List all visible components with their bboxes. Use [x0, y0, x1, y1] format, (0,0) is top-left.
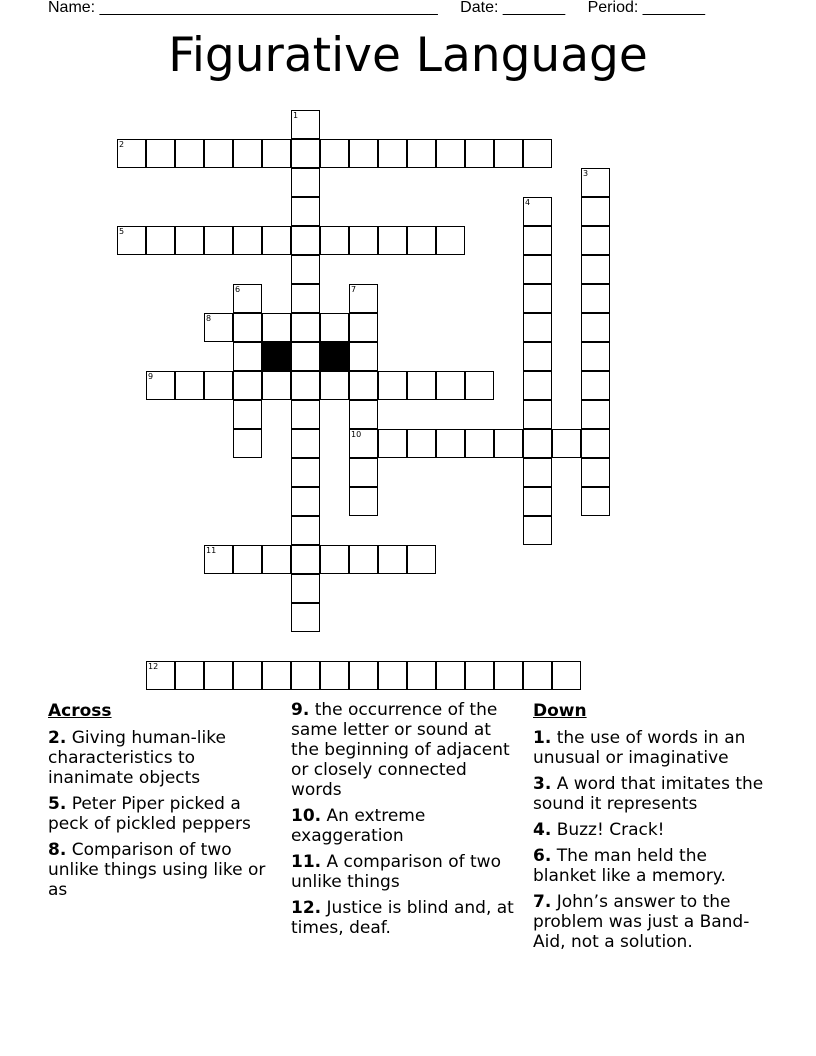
clue-number: 3: [583, 169, 589, 178]
grid-cell[interactable]: [291, 400, 320, 429]
grid-cell[interactable]: [523, 139, 552, 168]
grid-cell[interactable]: [233, 313, 262, 342]
grid-cell[interactable]: [204, 226, 233, 255]
grid-cell[interactable]: [262, 545, 291, 574]
grid-cell[interactable]: [204, 313, 233, 342]
date-field[interactable]: Date: _______: [460, 0, 566, 16]
grid-cell[interactable]: [581, 168, 610, 197]
grid-cell[interactable]: [320, 313, 349, 342]
page-title: Figurative Language: [168, 28, 648, 83]
grid-cell[interactable]: [233, 371, 262, 400]
grid-cell[interactable]: [407, 545, 436, 574]
grid-cell[interactable]: [320, 139, 349, 168]
black-cell: [320, 342, 349, 371]
grid-cell[interactable]: [581, 284, 610, 313]
clue-across-2: 2. Giving human-like characteristics to inanimate objects: [48, 728, 226, 788]
grid-cell[interactable]: [291, 342, 320, 371]
grid-cell[interactable]: [291, 110, 320, 139]
grid-cell[interactable]: [523, 487, 552, 516]
clue-number: 6: [235, 285, 241, 294]
grid-cell[interactable]: [349, 545, 378, 574]
clue-down-3: 3. A word that imitates the sound it represents: [533, 774, 764, 814]
grid-cell[interactable]: [407, 429, 436, 458]
grid-cell[interactable]: [523, 284, 552, 313]
grid-cell[interactable]: [407, 371, 436, 400]
grid-cell[interactable]: [581, 255, 610, 284]
grid-cell[interactable]: [465, 661, 494, 690]
grid-cell[interactable]: [581, 400, 610, 429]
clue-down-4: 4. Buzz! Crack!: [533, 820, 665, 840]
clue-across-12: 12. Justice is blind and, at times, deaf.: [291, 898, 514, 938]
grid-cell[interactable]: [552, 661, 581, 690]
grid-cell[interactable]: [349, 371, 378, 400]
grid-cell[interactable]: [436, 429, 465, 458]
grid-cell[interactable]: [291, 487, 320, 516]
grid-cell[interactable]: [407, 226, 436, 255]
grid-cell[interactable]: [204, 139, 233, 168]
period-field[interactable]: Period: _______: [587, 0, 706, 16]
grid-cell[interactable]: [291, 197, 320, 226]
grid-cell[interactable]: [523, 313, 552, 342]
grid-cell[interactable]: [175, 139, 204, 168]
clue-across-5: 5. Peter Piper picked a peck of pickled peppers: [48, 794, 251, 834]
clue-across-10: 10. An extreme exaggeration: [291, 806, 426, 846]
grid-cell[interactable]: [320, 226, 349, 255]
grid-cell[interactable]: [436, 371, 465, 400]
clue-across-11: 11. A comparison of two unlike things: [291, 852, 501, 892]
grid-cell[interactable]: [233, 429, 262, 458]
clue-number: 4: [525, 198, 531, 207]
grid-cell[interactable]: [349, 458, 378, 487]
grid-cell[interactable]: [581, 371, 610, 400]
grid-cell[interactable]: [117, 139, 146, 168]
grid-cell[interactable]: [204, 545, 233, 574]
grid-cell[interactable]: [552, 429, 581, 458]
grid-cell[interactable]: [523, 429, 552, 458]
grid-cell[interactable]: [233, 400, 262, 429]
grid-cell[interactable]: [465, 139, 494, 168]
grid-cell[interactable]: [291, 516, 320, 545]
grid-cell[interactable]: [233, 661, 262, 690]
grid-cell[interactable]: [262, 226, 291, 255]
grid-cell[interactable]: [378, 429, 407, 458]
clue-number: 10: [351, 430, 362, 439]
grid-cell[interactable]: [262, 313, 291, 342]
grid-cell[interactable]: [349, 342, 378, 371]
grid-cell[interactable]: [523, 458, 552, 487]
grid-cell[interactable]: [378, 139, 407, 168]
grid-cell[interactable]: [407, 139, 436, 168]
grid-cell[interactable]: [349, 284, 378, 313]
grid-cell[interactable]: [581, 487, 610, 516]
grid-cell[interactable]: [378, 371, 407, 400]
grid-cell[interactable]: [523, 342, 552, 371]
grid-cell[interactable]: [320, 545, 349, 574]
grid-cell[interactable]: [233, 342, 262, 371]
clue-down-7: 7. John’s answer to the problem was just a Band-Aid, not a solution.: [533, 892, 750, 952]
clue-number: 8: [206, 314, 212, 323]
grid-cell[interactable]: [291, 458, 320, 487]
grid-cell[interactable]: [465, 371, 494, 400]
grid-cell[interactable]: [291, 284, 320, 313]
grid-cell[interactable]: [233, 545, 262, 574]
grid-cell[interactable]: [291, 603, 320, 632]
grid-cell[interactable]: [233, 139, 262, 168]
clue-number: 1: [293, 111, 299, 120]
clue-number: 12: [148, 662, 159, 671]
grid-cell[interactable]: [233, 284, 262, 313]
grid-cell[interactable]: [523, 226, 552, 255]
grid-cell[interactable]: [349, 661, 378, 690]
down-clues-column: [533, 700, 773, 958]
grid-cell[interactable]: [291, 255, 320, 284]
grid-cell[interactable]: [146, 661, 175, 690]
grid-cell[interactable]: [523, 371, 552, 400]
grid-cell[interactable]: [523, 255, 552, 284]
grid-cell[interactable]: [436, 226, 465, 255]
grid-cell[interactable]: [146, 139, 175, 168]
across-clues-column-1: [48, 700, 284, 906]
grid-cell[interactable]: [523, 661, 552, 690]
clue-down-1: 1. the use of words in an unusual or imaginative: [533, 728, 746, 768]
grid-cell[interactable]: [465, 429, 494, 458]
grid-cell[interactable]: [494, 661, 523, 690]
grid-cell[interactable]: [523, 516, 552, 545]
grid-cell[interactable]: [378, 226, 407, 255]
grid-cell[interactable]: [320, 371, 349, 400]
clue-number: 9: [148, 372, 154, 381]
grid-cell[interactable]: [349, 313, 378, 342]
grid-cell[interactable]: [204, 371, 233, 400]
grid-cell[interactable]: [175, 226, 204, 255]
grid-cell[interactable]: [581, 429, 610, 458]
grid-cell[interactable]: [291, 226, 320, 255]
grid-cell[interactable]: [262, 371, 291, 400]
grid-cell[interactable]: [320, 661, 349, 690]
grid-cell[interactable]: [175, 371, 204, 400]
grid-cell[interactable]: [291, 545, 320, 574]
clue-number: 2: [119, 140, 125, 149]
grid-cell[interactable]: [233, 226, 262, 255]
grid-cell[interactable]: [291, 429, 320, 458]
name-field[interactable]: Name: ______________________________________: [48, 0, 438, 16]
grid-cell[interactable]: [175, 661, 204, 690]
grid-cell[interactable]: [349, 487, 378, 516]
grid-cell[interactable]: [146, 226, 175, 255]
grid-cell[interactable]: [581, 313, 610, 342]
grid-cell[interactable]: [262, 661, 291, 690]
grid-cell[interactable]: [581, 226, 610, 255]
grid-cell[interactable]: [523, 400, 552, 429]
clue-number: 11: [206, 546, 217, 555]
grid-cell[interactable]: [117, 226, 146, 255]
clue-across-9: 9. the occurrence of the same letter or sound at the beginning of adjacent or closely connected words: [291, 700, 510, 800]
grid-cell[interactable]: [494, 429, 523, 458]
grid-cell[interactable]: [407, 661, 436, 690]
grid-cell[interactable]: [291, 139, 320, 168]
grid-cell[interactable]: [436, 661, 465, 690]
grid-cell[interactable]: [523, 197, 552, 226]
grid-cell[interactable]: [349, 226, 378, 255]
clue-down-6: 6. The man held the blanket like a memory.: [533, 846, 726, 886]
across-clues-column-2: [291, 700, 521, 944]
black-cell: [262, 342, 291, 371]
grid-cell[interactable]: [378, 661, 407, 690]
grid-cell[interactable]: [349, 139, 378, 168]
grid-cell[interactable]: [291, 371, 320, 400]
grid-cell[interactable]: [581, 197, 610, 226]
grid-cell[interactable]: [581, 342, 610, 371]
grid-cell[interactable]: [291, 313, 320, 342]
grid-cell[interactable]: [494, 139, 523, 168]
grid-cell[interactable]: [291, 661, 320, 690]
across-heading: Across: [48, 701, 112, 721]
grid-cell[interactable]: [291, 168, 320, 197]
clue-across-8: 8. Comparison of two unlike things using like or as: [48, 840, 266, 900]
clue-number: 7: [351, 285, 357, 294]
clue-number: 5: [119, 227, 125, 236]
down-heading: Down: [533, 701, 587, 721]
grid-cell[interactable]: [262, 139, 291, 168]
grid-cell[interactable]: [204, 661, 233, 690]
grid-cell[interactable]: [349, 400, 378, 429]
grid-cell[interactable]: [436, 139, 465, 168]
grid-cell[interactable]: [146, 371, 175, 400]
grid-cell[interactable]: [291, 574, 320, 603]
grid-cell[interactable]: [378, 545, 407, 574]
grid-cell[interactable]: [349, 429, 378, 458]
grid-cell[interactable]: [581, 458, 610, 487]
